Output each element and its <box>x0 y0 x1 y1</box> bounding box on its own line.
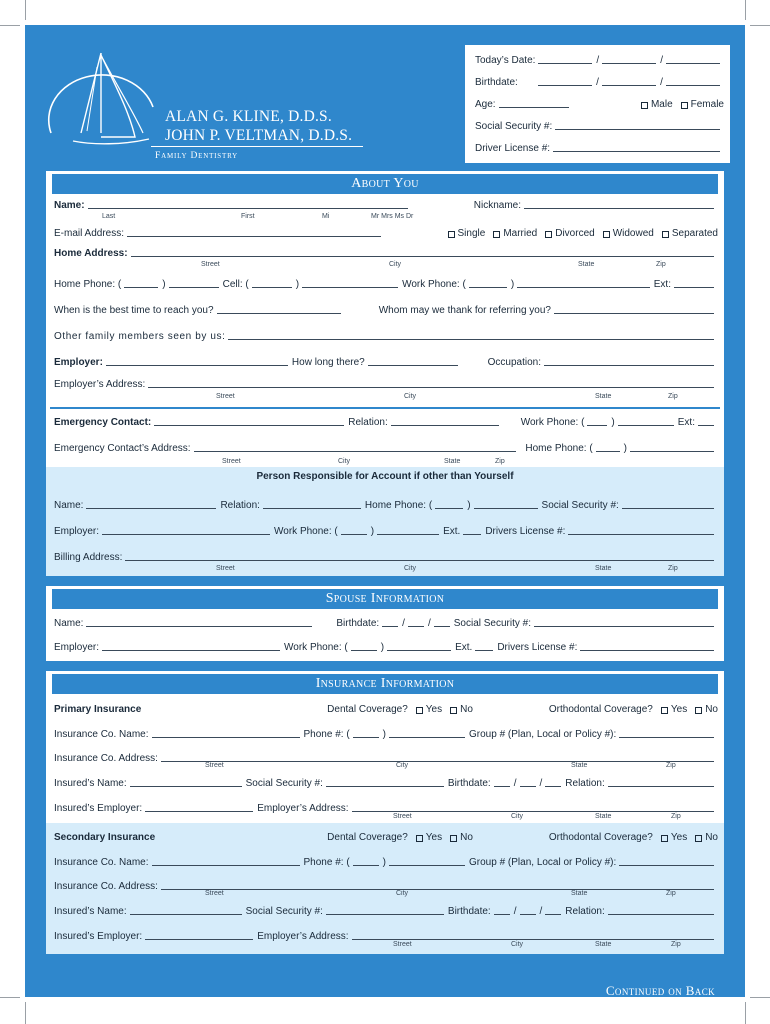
sub-street: Street <box>201 261 220 268</box>
sub-first: First <box>241 213 255 220</box>
resp-ssn-field[interactable] <box>622 508 714 509</box>
phones-row: Home Phone: ( ) Cell: ( ) Work Phone: ( ) Ext: <box>54 276 718 290</box>
spouse-dl-label: Drivers License #: <box>497 642 578 653</box>
sub-zip: Zip <box>666 762 676 769</box>
sub-zip: Zip <box>656 261 666 268</box>
primary-insured-name-field[interactable] <box>130 786 242 787</box>
sub-last: Last <box>102 213 116 220</box>
birth-year-field[interactable] <box>666 85 720 86</box>
home-address-label: Home Address: <box>54 248 128 259</box>
family-label: Other family members seen by us: <box>54 331 226 342</box>
insured-name-label: Insured’s Name: <box>54 778 127 789</box>
occupation-field[interactable] <box>544 365 714 366</box>
ssn-label: Social Security #: <box>245 906 323 917</box>
todays-date-label: Today’s Date: <box>475 55 536 66</box>
birthdate-label: Birthdate: <box>447 906 491 917</box>
spouse-name-row: Name: Birthdate: / / Social Security #: <box>54 615 718 629</box>
spouse-birthdate-label: Birthdate: <box>336 618 380 629</box>
secondary-ssn-field[interactable] <box>326 914 444 915</box>
primary-birth-day-field[interactable] <box>520 786 536 787</box>
family-field[interactable] <box>228 339 714 340</box>
primary-employer-row <box>54 800 718 814</box>
sub-street: Street <box>216 393 235 400</box>
primary-insured-row: Insured’s Name: Social Security #: Birthdate: / / Relation: <box>54 775 718 789</box>
secondary-coverage-row <box>54 829 718 843</box>
resp-phone-field[interactable] <box>474 508 538 509</box>
secondary-group-field[interactable] <box>619 865 714 866</box>
secondary-phone-area-field[interactable] <box>353 865 379 866</box>
resp-work-area-field[interactable] <box>341 534 367 535</box>
secondary-birth-day-field[interactable] <box>520 914 536 915</box>
primary-label: Primary Insurance <box>54 704 142 715</box>
ssn-row <box>475 120 724 132</box>
single-checkbox[interactable] <box>448 231 455 238</box>
dental-label: Dental Coverage? <box>327 704 408 715</box>
co-address-label: Insurance Co. Address: <box>54 881 158 892</box>
separated-checkbox[interactable] <box>662 231 669 238</box>
male-checkbox[interactable] <box>641 102 648 109</box>
insured-employer-label: Insured’s Employer: <box>54 931 143 942</box>
home-address-row <box>54 245 718 259</box>
cell-field[interactable] <box>302 287 398 288</box>
resp-relation-field[interactable] <box>263 508 361 509</box>
work-phone-field[interactable] <box>517 287 650 288</box>
referral-field[interactable] <box>554 313 714 314</box>
spouse-employer-field[interactable] <box>102 650 280 651</box>
divorced-checkbox[interactable] <box>545 231 552 238</box>
employer-field[interactable] <box>106 365 288 366</box>
sailboat-logo-icon <box>43 45 173 155</box>
spouse-dl-field[interactable] <box>580 650 714 651</box>
yes-label: Yes <box>670 832 688 843</box>
relation-field[interactable] <box>391 425 499 426</box>
continued-on-back: Continued on Back <box>605 983 715 998</box>
co-name-label: Insurance Co. Name: <box>54 857 149 868</box>
sub-state: State <box>595 941 612 948</box>
spouse-birth-year-field[interactable] <box>434 626 450 627</box>
emergency-address-field[interactable] <box>194 451 516 452</box>
spouse-work-phone-label: Work Phone: ( <box>284 642 348 653</box>
yes-label: Yes <box>425 832 443 843</box>
spouse-ssn-label: Social Security #: <box>453 618 531 629</box>
spouse-employer-row: Employer: Work Phone: ( ) Ext. Drivers License #: <box>54 639 718 653</box>
resp-relation-label: Relation: <box>220 500 260 511</box>
ext2-label: Ext: <box>677 417 695 428</box>
sub-street: Street <box>393 813 412 820</box>
nickname-label: Nickname: <box>473 200 521 211</box>
group-label: Group # (Plan, Local or Policy #): <box>469 857 617 868</box>
birthdate-row: Birthdate: / / <box>475 76 724 88</box>
secondary-co-row: Insurance Co. Name: Phone #: ( ) Group # (Plan, Local or Policy #): <box>54 854 718 868</box>
dl-row <box>475 142 724 154</box>
emergency-address-label: Emergency Contact’s Address: <box>54 443 191 454</box>
resp-phone-area-field[interactable] <box>435 508 463 509</box>
how-long-field[interactable] <box>368 365 458 366</box>
sub-city: City <box>338 458 351 465</box>
sub-city: City <box>396 890 409 897</box>
phone-label: Phone #: ( <box>303 729 350 740</box>
sub-city: City <box>404 393 417 400</box>
work-phone-label: Work Phone: ( <box>402 279 466 290</box>
about-you-title: About You <box>52 174 718 194</box>
insurance-title: Insurance Information <box>52 674 718 694</box>
sub-city: City <box>389 261 402 268</box>
section-divider <box>50 407 720 409</box>
primary-ssn-field[interactable] <box>326 786 444 787</box>
spouse-ext-label: Ext. <box>455 642 473 653</box>
dental-label: Dental Coverage? <box>327 832 408 843</box>
responsible-employer-row: Employer: Work Phone: ( ) Ext. Drivers License #: <box>54 523 718 537</box>
crop-mark <box>750 997 770 998</box>
crop-mark <box>0 25 20 26</box>
co-name-label: Insurance Co. Name: <box>54 729 149 740</box>
sub-city: City <box>396 762 409 769</box>
how-long-label: How long there? <box>291 357 365 368</box>
nickname-field[interactable] <box>524 208 714 209</box>
birth-month-field[interactable] <box>538 85 592 86</box>
spouse-ext-field[interactable] <box>475 650 493 651</box>
sub-state: State <box>578 261 595 268</box>
sub-zip: Zip <box>668 565 678 572</box>
sub-titles: Mr Mrs Ms Dr <box>371 213 414 220</box>
resp-employer-label: Employer: <box>54 526 100 537</box>
sub-street: Street <box>393 941 412 948</box>
todays-date-row: Today’s Date: / / <box>475 54 724 66</box>
practice-doctors <box>165 107 352 145</box>
email-field[interactable] <box>127 236 381 237</box>
birth-day-field[interactable] <box>602 85 656 86</box>
insured-name-label: Insured’s Name: <box>54 906 127 917</box>
relation-label: Relation: <box>565 906 605 917</box>
referral-label: Whom may we thank for referring you? <box>378 305 551 316</box>
age-label: Age: <box>475 99 496 110</box>
secondary-birth-year-field[interactable] <box>545 914 561 915</box>
work-phone2-area-field[interactable] <box>587 425 607 426</box>
married-label: Married <box>503 228 538 239</box>
crop-mark <box>745 0 746 20</box>
primary-ortho-no-checkbox[interactable] <box>695 707 702 714</box>
header-rule <box>151 146 363 147</box>
resp-ssn-label: Social Security #: <box>541 500 619 511</box>
header <box>25 25 745 171</box>
primary-insured-employer-field[interactable] <box>145 811 253 812</box>
ortho-label: Orthodontal Coverage? <box>548 832 653 843</box>
yes-label: Yes <box>670 704 688 715</box>
married-checkbox[interactable] <box>493 231 500 238</box>
work-phone2-label: Work Phone: ( <box>520 417 585 428</box>
no-label: No <box>460 832 473 843</box>
secondary-insured-name-field[interactable] <box>130 914 242 915</box>
cell-area-field[interactable] <box>252 287 292 288</box>
sub-mi: Mi <box>322 213 330 220</box>
sub-city: City <box>404 565 417 572</box>
resp-ext-label: Ext. <box>443 526 461 537</box>
billing-row <box>54 549 718 563</box>
best-time-field[interactable] <box>217 313 341 314</box>
no-label: No <box>705 704 718 715</box>
secondary-label: Secondary Insurance <box>54 832 156 843</box>
primary-coverage-row <box>54 701 718 715</box>
no-label: No <box>460 704 473 715</box>
home-phone-area-field[interactable] <box>124 287 158 288</box>
resp-name-label: Name: <box>54 500 84 511</box>
insurance-panel <box>46 671 724 954</box>
work-phone2-field[interactable] <box>618 425 674 426</box>
secondary-address-row <box>54 878 718 892</box>
primary-birth-month-field[interactable] <box>494 786 510 787</box>
insured-employer-label: Insured’s Employer: <box>54 803 143 814</box>
primary-phone-area-field[interactable] <box>353 737 379 738</box>
doctor-name: JOHN P. VELTMAN, D.D.S. <box>165 127 353 144</box>
email-row <box>54 225 718 239</box>
female-checkbox[interactable] <box>681 102 688 109</box>
widowed-checkbox[interactable] <box>603 231 610 238</box>
primary-relation-field[interactable] <box>608 786 714 787</box>
ortho-label: Orthodontal Coverage? <box>548 704 653 715</box>
secondary-dental-yes-checkbox[interactable] <box>416 835 423 842</box>
ext-field[interactable] <box>674 287 714 288</box>
employer-label: Employer: <box>54 357 103 368</box>
resp-work-field[interactable] <box>377 534 439 535</box>
spouse-birth-day-field[interactable] <box>408 626 424 627</box>
employer-address-label: Employer’s Address: <box>54 379 146 390</box>
email-label: E-mail Address: <box>54 228 125 239</box>
spouse-employer-label: Employer: <box>54 642 100 653</box>
primary-employer-address-field[interactable] <box>352 811 714 812</box>
sub-zip: Zip <box>671 941 681 948</box>
sub-state: State <box>444 458 461 465</box>
emergency-contact-label: Emergency Contact: <box>54 417 152 428</box>
home-phone-label: Home Phone: ( <box>54 279 122 290</box>
top-info-box <box>465 45 730 163</box>
secondary-employer-address-field[interactable] <box>352 939 714 940</box>
secondary-dental-no-checkbox[interactable] <box>450 835 457 842</box>
resp-name-field[interactable] <box>86 508 216 509</box>
spouse-panel <box>46 586 724 661</box>
sub-city: City <box>511 813 524 820</box>
phone-label: Phone #: ( <box>303 857 350 868</box>
sub-zip: Zip <box>671 813 681 820</box>
resp-work-phone-label: Work Phone: ( <box>274 526 338 537</box>
sub-state: State <box>571 890 588 897</box>
sub-street: Street <box>205 762 224 769</box>
spouse-ssn-field[interactable] <box>534 626 714 627</box>
widowed-label: Widowed <box>612 228 654 239</box>
emergency-row: Emergency Contact: Relation: Work Phone: ( ) Ext: <box>54 414 718 428</box>
sub-zip: Zip <box>666 890 676 897</box>
crop-mark <box>0 997 20 998</box>
yes-label: Yes <box>425 704 443 715</box>
resp-dl-label: Drivers License #: <box>485 526 566 537</box>
age-row <box>475 98 724 110</box>
primary-ortho-yes-checkbox[interactable] <box>661 707 668 714</box>
sub-city: City <box>511 941 524 948</box>
primary-phone-field[interactable] <box>389 737 465 738</box>
relation-label: Relation: <box>348 417 388 428</box>
date-day-field[interactable] <box>602 63 656 64</box>
single-label: Single <box>457 228 486 239</box>
tagline: Family Dentistry <box>155 151 239 161</box>
secondary-address-field[interactable] <box>161 889 714 890</box>
spouse-name-label: Name: <box>54 618 84 629</box>
ssn-label: Social Security #: <box>245 778 323 789</box>
best-time-label: When is the best time to reach you? <box>54 305 214 316</box>
ext2-field[interactable] <box>698 425 714 426</box>
occupation-label: Occupation: <box>487 357 541 368</box>
cell-label: Cell: ( <box>222 279 249 290</box>
ssn-field[interactable] <box>555 129 720 130</box>
ssn-label: Social Security #: <box>475 121 553 132</box>
secondary-co-name-field[interactable] <box>152 865 300 866</box>
contact-row <box>54 302 718 316</box>
primary-group-field[interactable] <box>619 737 714 738</box>
name-row <box>54 197 718 211</box>
secondary-employer-row <box>54 928 718 942</box>
secondary-relation-field[interactable] <box>608 914 714 915</box>
employer-address-field[interactable] <box>148 387 714 388</box>
resp-home-phone-label: Home Phone: ( <box>364 500 433 511</box>
primary-co-row: Insurance Co. Name: Phone #: ( ) Group # (Plan, Local or Policy #): <box>54 726 718 740</box>
divorced-label: Divorced <box>555 228 595 239</box>
primary-dental-no-checkbox[interactable] <box>450 707 457 714</box>
secondary-insured-employer-field[interactable] <box>145 939 253 940</box>
home-phone2-label: Home Phone: ( <box>525 443 593 454</box>
secondary-ortho-no-checkbox[interactable] <box>695 835 702 842</box>
employer-address-label: Employer’s Address: <box>257 931 349 942</box>
primary-address-field[interactable] <box>161 761 714 762</box>
resp-ext-field[interactable] <box>463 534 481 535</box>
date-year-field[interactable] <box>666 63 720 64</box>
about-you-panel <box>46 171 724 576</box>
work-phone-area-field[interactable] <box>469 287 507 288</box>
group-label: Group # (Plan, Local or Policy #): <box>469 729 617 740</box>
age-field[interactable] <box>499 107 569 108</box>
spouse-name-field[interactable] <box>86 626 312 627</box>
spouse-birth-month-field[interactable] <box>382 626 398 627</box>
sub-street: Street <box>222 458 241 465</box>
dl-field[interactable] <box>553 151 720 152</box>
sub-zip: Zip <box>495 458 505 465</box>
secondary-insured-row: Insured’s Name: Social Security #: Birthdate: / / Relation: <box>54 903 718 917</box>
billing-field[interactable] <box>125 560 714 561</box>
crop-mark <box>745 1002 746 1024</box>
resp-employer-field[interactable] <box>102 534 270 535</box>
primary-dental-yes-checkbox[interactable] <box>416 707 423 714</box>
spouse-work-area-field[interactable] <box>351 650 377 651</box>
home-address-field[interactable] <box>131 256 714 257</box>
female-label: Female <box>690 99 724 110</box>
co-address-label: Insurance Co. Address: <box>54 753 158 764</box>
name-field[interactable] <box>88 208 408 209</box>
sub-state: State <box>571 762 588 769</box>
employer-address-row <box>54 376 718 390</box>
emergency-contact-field[interactable] <box>154 425 344 426</box>
resp-dl-field[interactable] <box>568 534 714 535</box>
spouse-work-field[interactable] <box>387 650 451 651</box>
doctor-name: ALAN G. KLINE, D.D.S. <box>165 108 332 125</box>
birthdate-label: Birthdate: <box>447 778 491 789</box>
sub-state: State <box>595 565 612 572</box>
spouse-title: Spouse Information <box>52 589 718 609</box>
emergency-address-row: Emergency Contact’s Address: Home Phone: ( ) <box>54 440 718 454</box>
relation-label: Relation: <box>565 778 605 789</box>
family-row <box>54 328 718 342</box>
birthdate-label: Birthdate: <box>475 77 518 88</box>
name-label: Name: <box>54 200 85 211</box>
crop-mark <box>750 25 770 26</box>
dl-label: Driver License #: <box>475 143 551 154</box>
home-phone-field[interactable] <box>169 287 219 288</box>
responsible-title: Person Responsible for Account if other than Yourself <box>256 471 514 482</box>
responsible-name-row: Name: Relation: Home Phone: ( ) Social Security #: <box>54 497 718 511</box>
sub-zip: Zip <box>668 393 678 400</box>
sub-street: Street <box>216 565 235 572</box>
form-sheet <box>25 25 745 997</box>
male-label: Male <box>650 99 673 110</box>
date-month-field[interactable] <box>538 63 592 64</box>
primary-birth-year-field[interactable] <box>545 786 561 787</box>
secondary-ortho-yes-checkbox[interactable] <box>661 835 668 842</box>
sub-street: Street <box>205 890 224 897</box>
primary-address-row <box>54 750 718 764</box>
secondary-birth-month-field[interactable] <box>494 914 510 915</box>
home-phone2-field[interactable] <box>630 451 714 452</box>
separated-label: Separated <box>671 228 718 239</box>
crop-mark <box>25 0 26 20</box>
primary-co-name-field[interactable] <box>152 737 300 738</box>
home-phone2-area-field[interactable] <box>596 451 620 452</box>
no-label: No <box>705 832 718 843</box>
ext-label: Ext: <box>653 279 671 290</box>
secondary-phone-field[interactable] <box>389 865 465 866</box>
employer-address-label: Employer’s Address: <box>257 803 349 814</box>
employer-row <box>54 354 718 368</box>
sub-state: State <box>595 813 612 820</box>
crop-mark <box>25 1002 26 1024</box>
billing-label: Billing Address: <box>54 552 123 563</box>
sub-state: State <box>595 393 612 400</box>
